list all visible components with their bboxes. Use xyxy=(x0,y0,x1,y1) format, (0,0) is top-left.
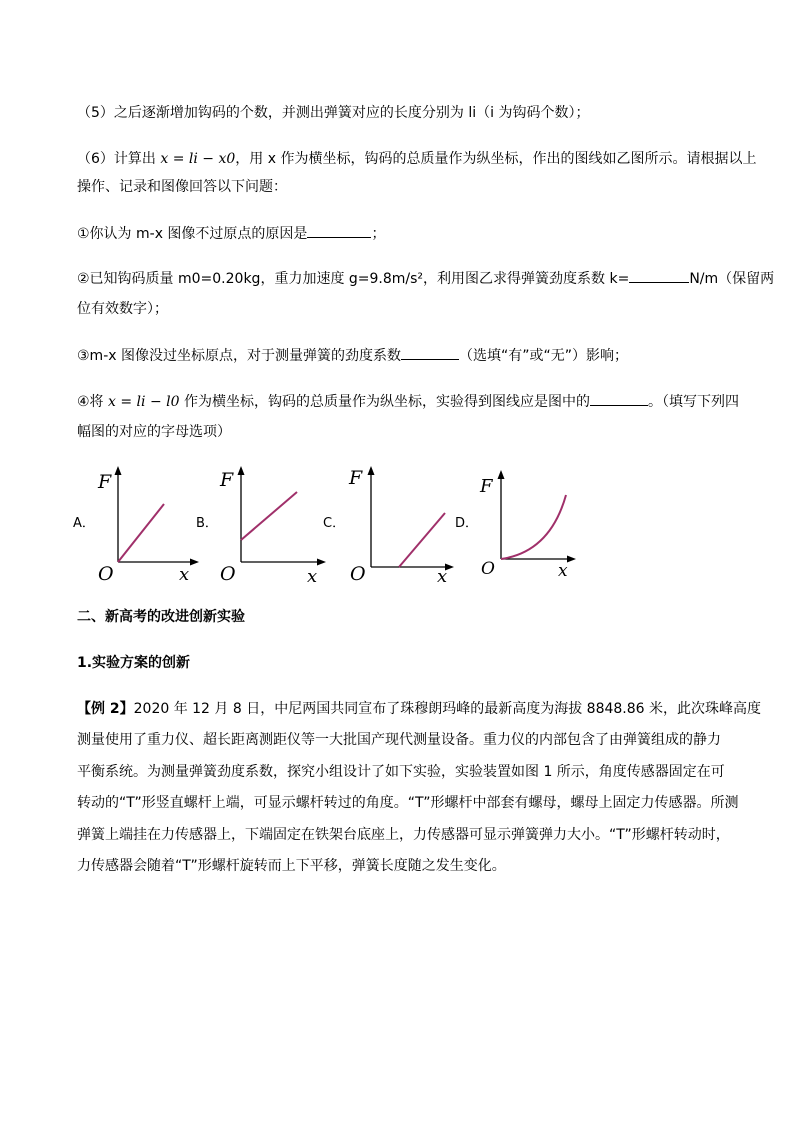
origin-label: O xyxy=(98,563,114,585)
option-d-label[interactable]: D． xyxy=(455,516,479,531)
example-paragraph-line-6: 力传感器会随着“T”形螺杆旋转而上下平移，弹簧长度随之发生变化。 xyxy=(77,858,506,874)
x-axis-label: x xyxy=(437,566,448,587)
answer-blank-1[interactable] xyxy=(307,223,371,238)
question-3 xyxy=(77,345,628,366)
y-axis-label: F xyxy=(220,469,234,491)
step-6-continuation: 操作、记录和图像回答以下问题： xyxy=(77,179,287,195)
y-axis-label: F xyxy=(349,467,363,489)
origin-label: O xyxy=(350,563,366,585)
option-c-graph xyxy=(345,462,457,588)
answer-blank-2[interactable] xyxy=(629,268,689,283)
question-2-continuation: 位有效数字）； xyxy=(77,301,168,317)
answer-blank-3[interactable] xyxy=(401,345,459,360)
step-6-prefix: （6）计算出 xyxy=(77,151,161,167)
y-arrow xyxy=(498,470,505,479)
y-arrow xyxy=(115,466,122,475)
option-c-line xyxy=(399,513,445,567)
option-b-label[interactable]: B． xyxy=(196,516,218,531)
x-arrow xyxy=(190,559,199,566)
option-b-line xyxy=(241,492,297,540)
axes xyxy=(501,476,571,559)
origin-label: O xyxy=(481,559,495,579)
paragraph-text: 2020 年 12 月 8 日，中尼两国共同宣布了珠穆朗玛峰的最新高度为海拔 8848.86 米，此次珠峰高度 xyxy=(133,701,762,717)
question-3-text: ③m-x 图像没过坐标原点，对于测量弹簧的劲度系数 xyxy=(77,348,401,364)
x-axis-label: x xyxy=(558,561,568,581)
example-paragraph-line-3: 平衡系统。为测量弹簧劲度系数，探究小组设计了如下实验，实验装置如图 1 所示，角度传感器固定在可 xyxy=(77,764,725,780)
question-4-prefix: ④将 xyxy=(77,394,109,410)
formula-x-li-x0: x = li − x0 xyxy=(160,151,236,167)
axes xyxy=(241,472,321,562)
y-arrow xyxy=(368,466,375,475)
step-6-line-2 xyxy=(77,177,287,197)
step-5-text: （5）之后逐渐增加钩码的个数，并测出弹簧对应的长度分别为 li（i 为钩码个数）； xyxy=(77,105,590,121)
example-paragraph-line-2: 测量使用了重力仪、超长距离测距仪等一大批国产现代测量设备。重力仪的内部包含了由弹簧组成的静力 xyxy=(77,732,721,748)
question-4-text: 作为横坐标，钩码的总质量作为纵坐标，实验得到图线应是图中的 xyxy=(179,394,590,410)
y-arrow xyxy=(238,466,245,475)
example-tag: 【例 2】 xyxy=(77,701,134,717)
question-2 xyxy=(77,268,774,289)
option-d-graph xyxy=(478,462,582,582)
example-paragraph-line-4: 转动的“T”形竖直螺杆上端，可显示螺杆转过的角度。“T”形螺杆中部套有螺母，螺母上固定力传感器。所测 xyxy=(77,795,739,811)
question-4-continuation: 幅图的对应的字母选项） xyxy=(77,424,231,440)
section-heading: 二、新高考的改进创新实验 xyxy=(77,609,245,625)
subsection-heading: 1.实验方案的创新 xyxy=(77,655,191,671)
question-4 xyxy=(77,391,739,412)
option-d-curve xyxy=(501,495,566,559)
option-b-graph xyxy=(217,462,329,588)
x-arrow xyxy=(567,556,576,563)
x-axis-label: x xyxy=(307,566,318,587)
question-3-end: （选填“有”或“无”）影响； xyxy=(458,348,628,364)
step-6-suffix: ，用 x 作为横坐标，钩码的总质量作为纵坐标，作出的图线如乙图所示。请根据以上 xyxy=(235,151,757,167)
x-arrow xyxy=(317,559,326,566)
x-axis-label: x xyxy=(179,564,190,585)
question-2-line-2 xyxy=(77,299,168,319)
question-1-end: ； xyxy=(371,226,386,242)
step-6-line xyxy=(77,149,756,169)
question-1-text: ①你认为 m-x 图像不过原点的原因是 xyxy=(77,226,308,242)
question-2-text: ②已知钩码质量 m0=0.20kg，重力加速度 g=9.8m/s²，利用图乙求得弹簧劲度系数 k= xyxy=(77,271,630,287)
origin-label: O xyxy=(220,563,236,585)
example-paragraph-line-5: 弹簧上端挂在力传感器上，下端固定在铁架台底座上，力传感器可显示弹簧弹力大小。“T”形螺杆转动时， xyxy=(77,827,730,843)
y-axis-label: F xyxy=(480,476,493,497)
option-a-label[interactable]: A． xyxy=(73,516,95,531)
option-c-label[interactable]: C． xyxy=(323,516,346,531)
step-5-line xyxy=(77,103,589,123)
question-1 xyxy=(77,223,385,244)
y-axis-label: F xyxy=(98,471,112,493)
question-4-end: 。（填写下列四 xyxy=(647,394,739,410)
question-4-line-2 xyxy=(77,422,231,442)
formula-x-li-l0: x = li − l0 xyxy=(108,394,180,410)
option-a-graph xyxy=(92,462,202,588)
example-paragraph-line-1 xyxy=(77,699,761,719)
answer-blank-4[interactable] xyxy=(590,391,648,406)
question-2-end: N/m（保留两 xyxy=(689,271,775,287)
option-a-line xyxy=(118,504,164,562)
